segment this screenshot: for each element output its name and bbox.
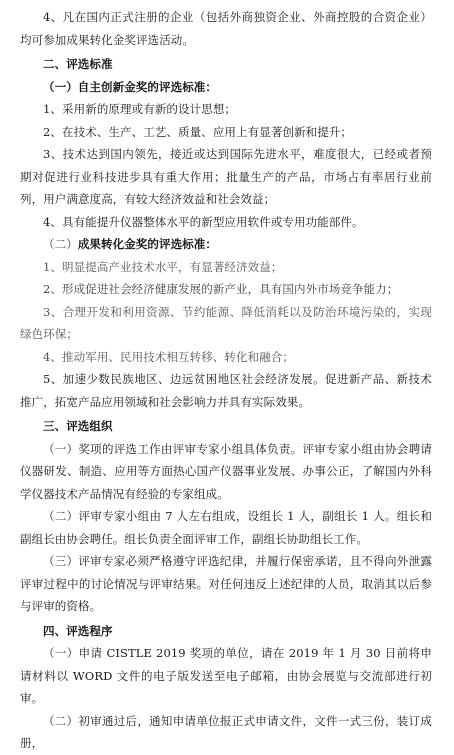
subsection-title: 成果转化金奖的评选标准： bbox=[77, 237, 218, 251]
paragraph: （二）初审通过后，通知申请单位报正式申请文件，文件一式三份，装订成册， bbox=[20, 713, 432, 750]
list-item: 4、具有能提升仪器整体水平的新型应用软件或专用功能部件。 bbox=[43, 214, 364, 229]
paragraph: （二）评审专家小组由 7 人左右组成，设组长 1 人，副组长 1 人。组长和副组长由协会聘任。组长负责全面评审工作，副组长协助组长工作。 bbox=[20, 509, 432, 546]
paragraph: （一）申请 CISTLE 2019 奖项的单位，请在 2019 年 1 月 30 日前将申请材料以 WORD 文件的电子版发送至电子邮箱，由协会展览与交流部进行初审。 bbox=[20, 646, 432, 705]
subsection-prefix: （二） bbox=[43, 237, 78, 251]
list-item: 1、采用新的原理或有新的设计思想； bbox=[43, 102, 237, 116]
list-item: 2、形成促进社会经济健康发展的新产业，具有国内外市场竞争能力； bbox=[43, 282, 399, 296]
list-item: 3、技术达到国内领先，接近或达到国际先进水平，难度很大，已经或者预期对促进行业科技进步具有重大作用；批量生产的产品，市场占有率居行业前列，用户满意度高，有较大经济效益和社会效益； bbox=[20, 147, 432, 206]
list-item: 4、推动军用、民用技术相互转移、转化和融合； bbox=[43, 349, 295, 364]
list-item: 5、加速少数民族地区、边远贫困地区社会经济发展。促进新产品、新技术推广，拓宽产品应用领域和社会影响力并具有实际效果。 bbox=[20, 372, 432, 409]
paragraph: （三）评审专家必须严格遵守评选纪律，并履行保密承诺，且不得向外泄露评审过程中的讨论情况与评审结果。对任何违反上述纪律的人员，取消其以后参与评审的资格。 bbox=[20, 554, 432, 613]
section-heading: 三、评选组织 bbox=[43, 419, 113, 433]
list-item: 3、合理开发和利用资源、节约能源、降低消耗以及防治环境污染的，实现绿色环保； bbox=[20, 304, 432, 341]
section-heading: 四、评选程序 bbox=[43, 623, 113, 638]
subsection-heading: （一）自主创新金奖的评选标准： bbox=[43, 79, 217, 94]
list-item: 2、在技术、生产、工艺、质量、应用上有显著创新和提升； bbox=[43, 124, 353, 139]
paragraph: 4、凡在国内正式注册的企业（包括外商独资企业、外商控股的合资企业）均可参加成果转化金奖评选活动。 bbox=[20, 10, 432, 47]
list-item: 1、明显提高产业技术水平，有显著经济效益； bbox=[43, 259, 283, 274]
section-heading: 二、评选标准 bbox=[43, 57, 113, 71]
paragraph: （一）奖项的评选工作由评审专家小组具体负责。评审专家小组由协会聘请仪器研发、制造、应用等方面热心国产仪器事业发展、办事公正，了解国内外科学仪器技术产品情况有经验的专家组成。 bbox=[20, 441, 432, 501]
subsection-heading bbox=[20, 233, 432, 256]
